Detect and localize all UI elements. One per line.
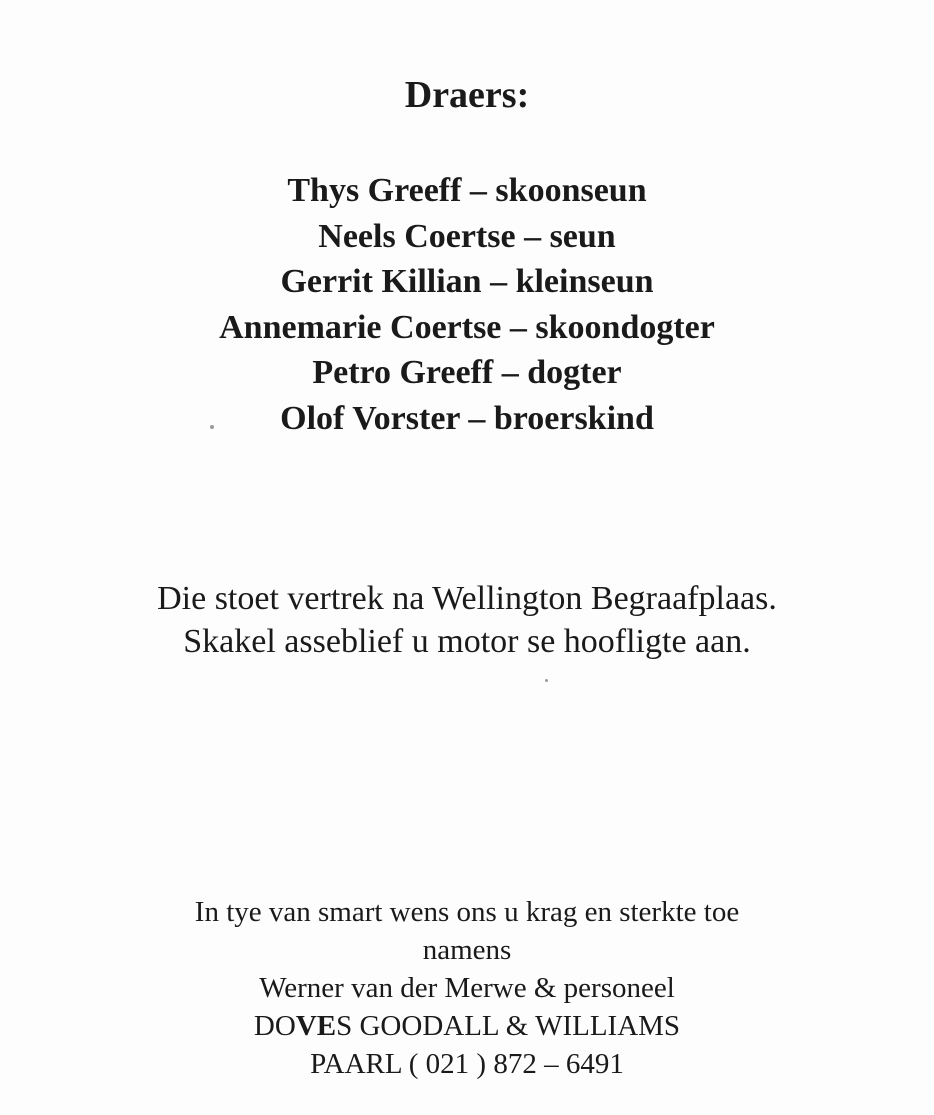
condolence-footer bbox=[0, 893, 934, 1083]
company-name-part: DO bbox=[253, 1010, 296, 1042]
company-phone: PAARL ( 021 ) 872 – 6491 bbox=[310, 1048, 624, 1080]
bearer-item: Petro Greeff – dogter bbox=[312, 354, 622, 391]
notice-line-destination: Die stoet vertrek na Wellington Begraafplaas. bbox=[157, 580, 777, 617]
scan-speck bbox=[210, 425, 214, 429]
condolence-namens: namens bbox=[422, 934, 512, 966]
notice-line-headlights: Skakel asseblief u motor se hoofligte aan. bbox=[183, 623, 751, 660]
condolence-sender: Werner van der Merwe & personeel bbox=[259, 972, 675, 1004]
page-title: Draers: bbox=[404, 74, 530, 116]
condolence-line: In tye van smart wens ons u krag en sterkte toe bbox=[194, 896, 740, 928]
company-name-part: S GOODALL & WILLIAMS bbox=[336, 1010, 681, 1042]
company-name-part-bold: VE bbox=[295, 1010, 337, 1042]
procession-notice bbox=[0, 577, 934, 663]
bearer-item: Gerrit Killian – kleinseun bbox=[280, 263, 654, 300]
bearer-item: Thys Greeff – skoonseun bbox=[287, 172, 647, 209]
company-name bbox=[0, 1007, 934, 1045]
scan-speck bbox=[545, 679, 548, 682]
bearer-item: Olof Vorster – broerskind bbox=[280, 399, 654, 437]
bearer-item: Annemarie Coertse – skoondogter bbox=[219, 308, 715, 346]
bearers-list bbox=[0, 168, 934, 441]
bearer-item: Neels Coertse – seun bbox=[318, 217, 616, 255]
